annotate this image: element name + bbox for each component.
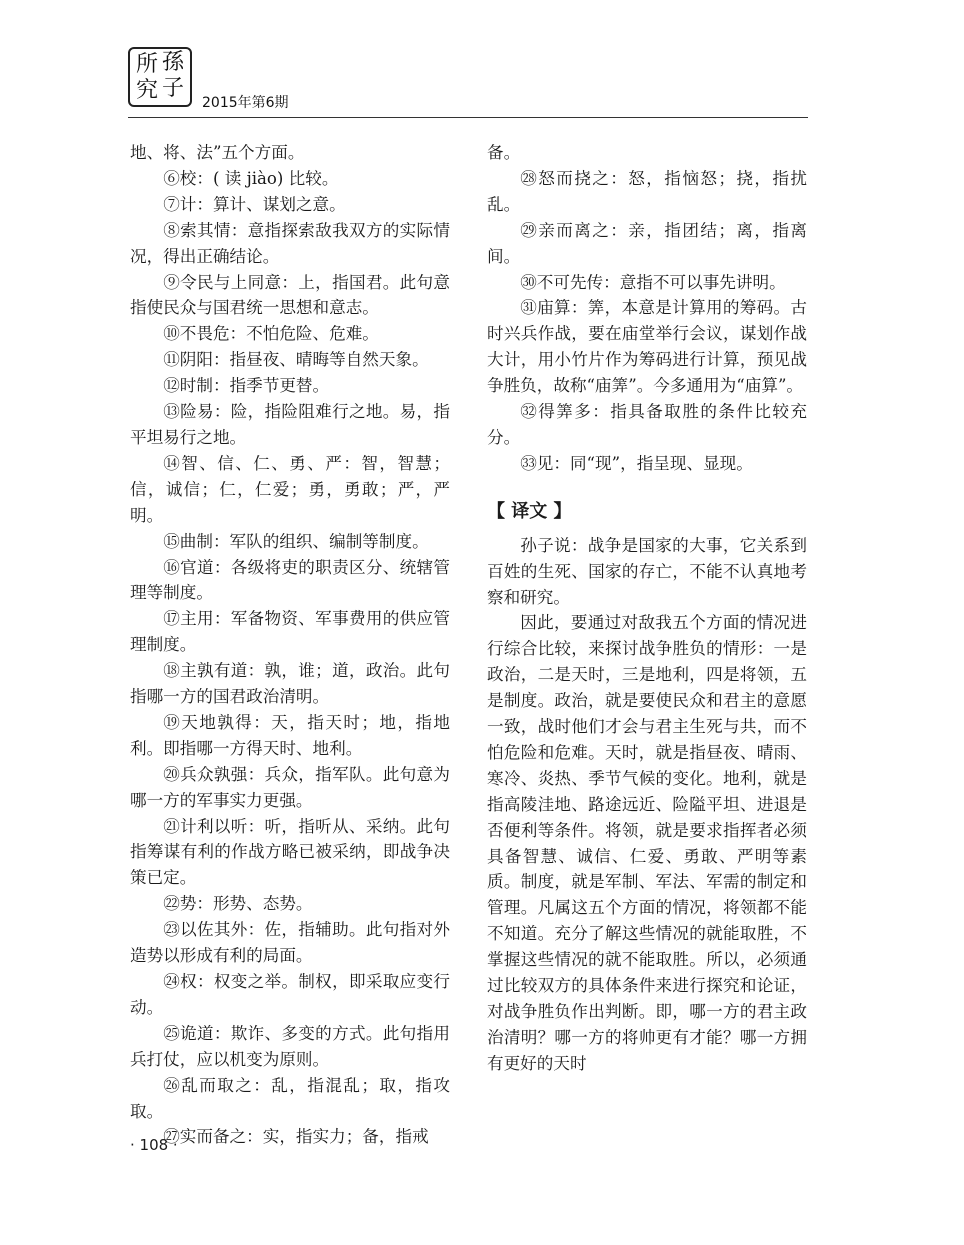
note-paragraph: ㉔权：权变之举。制权，即采取应变行动。 — [130, 972, 450, 1017]
note-paragraph: 地、将、法”五个方面。 — [130, 143, 305, 162]
note-paragraph: ㉑计利以听：听，指听从、采纳。此句指筹谋有利的作战方略已被采纳，即战争决策已定。 — [130, 816, 450, 888]
note-paragraph: ㉓以佐其外：佐，指辅助。此句指对外造势以形成有利的局面。 — [130, 920, 450, 966]
note-paragraph: ⑯官道：各级将吏的职责区分、统辖管理等制度。 — [130, 557, 450, 603]
note-paragraph: ⑬险易：险，指险阻难行之地。易，指平坦易行之地。 — [130, 402, 450, 447]
note-paragraph: ⑲天地孰得：天，指天时；地，指地利。即指哪一方得天时、地利。 — [130, 712, 450, 758]
note-paragraph: ⑦计：算计、谋划之意。 — [163, 194, 346, 214]
logo-char: 子 — [162, 76, 185, 101]
translation-paragraph: 因此，要通过对敌我五个方面的情况进行综合比较，来探讨战争胜负的情形：一是政治，二是天时，三是地利，四是将领，五是制度。政治，就是要使民众和君主的意愿一致，战时他们才会与君主生死与共，而不怕危险和危难。天时，就是指昼夜、晴雨、寒冷、炎热、季节气候的变化。地利，就是指高陵洼地、路途远近、险隘平坦、进退是否便利等条件。将领，就是要求指挥者必须具备智慧、诚信、仁爱、勇敢、严明等素质。制度，就是军制、军法、军需的制定和管理。凡属这五个方面的情况，将领都不能不知道。充分了解这些情况的就能取胜，不掌握这些情况的就不能取胜。所以，必须通过比较双方的具体条件来进行探究和论证，对战争胜负作出判断。即，哪一方的君主政治清明？哪一方的将帅更有才能？哪一方拥有更好的天时 — [487, 613, 807, 1073]
note-paragraph: ⑨令民与上同意：上，指国君。此句意指使民众与国君统一思想和意志。 — [130, 272, 450, 318]
note-paragraph: ⑮曲制：军队的组织、编制等制度。 — [163, 531, 429, 551]
issue-label: 2015年第6期 — [202, 95, 289, 111]
translation-paragraph: 孙子说：战争是国家的大事，它关系到百姓的生死、国家的存亡，不能不认真地考察和研究。 — [487, 535, 807, 607]
section-heading: 【 译文 】 — [487, 500, 572, 522]
journal-logo — [128, 47, 192, 107]
note-paragraph: ⑱主孰有道：孰，谁；道，政治。此句指哪一方的国君政治清明。 — [130, 661, 450, 707]
left-column — [130, 140, 450, 1150]
page-number: · 108 · — [130, 1136, 178, 1154]
note-paragraph: ㉙亲而离之：亲，指团结；离，指离间。 — [487, 220, 807, 266]
note-paragraph: ㉗实而备之：实，指实力；备，指戒 — [163, 1127, 429, 1147]
note-paragraph: ⑳兵众孰强：兵众，指军队。此句意为哪一方的军事实力更强。 — [130, 764, 450, 810]
logo-char: 所 — [136, 52, 159, 77]
logo-char: 孫 — [162, 50, 185, 75]
note-paragraph: ⑪阴阳：指昼夜、晴晦等自然天象。 — [163, 350, 429, 370]
note-paragraph: ㉒势：形势、态势。 — [163, 894, 313, 914]
note-paragraph: ㉕诡道：欺诈、多变的方式。此句指用兵打仗，应以机变为原则。 — [130, 1023, 450, 1069]
note-paragraph: ⑩不畏危：不怕危险、危难。 — [163, 324, 379, 344]
note-paragraph: ㉚不可先传：意指不可以事先讲明。 — [520, 272, 786, 292]
note-paragraph: ㉛庙算：筭，本意是计算用的筹码。古时兴兵作战，要在庙堂举行会议，谋划作战大计，用小竹片作为筹码进行计算，预见战争胜负，故称“庙筭”。今多通用为“庙算”。 — [487, 298, 807, 396]
note-paragraph: ㉖乱而取之：乱，指混乱；取，指攻取。 — [130, 1075, 450, 1121]
note-paragraph: ⑧索其情：意指探索敌我双方的实际情况，得出正确结论。 — [130, 220, 450, 266]
header-rule — [128, 117, 808, 118]
note-paragraph: ㉘怒而挠之：怒，指恼怒；挠，指扰乱。 — [487, 168, 807, 214]
note-paragraph: ⑥校：( 读 jiào) 比较。 — [163, 168, 339, 188]
note-paragraph: 备。 — [487, 143, 521, 162]
right-column — [487, 140, 807, 1077]
note-paragraph: ⑭智、信、仁、勇、严：智，智慧；信，诚信；仁，仁爱；勇，勇敢；严，严明。 — [130, 453, 450, 525]
note-paragraph: ㉜得筭多：指具备取胜的条件比较充分。 — [487, 402, 807, 447]
logo-char: 究 — [136, 78, 159, 103]
note-paragraph: ⑰主用：军备物资、军事费用的供应管理制度。 — [130, 609, 450, 655]
note-paragraph: ⑫时制：指季节更替。 — [163, 376, 330, 396]
note-paragraph: ㉝见：同“现”，指呈现、显现。 — [520, 453, 753, 473]
